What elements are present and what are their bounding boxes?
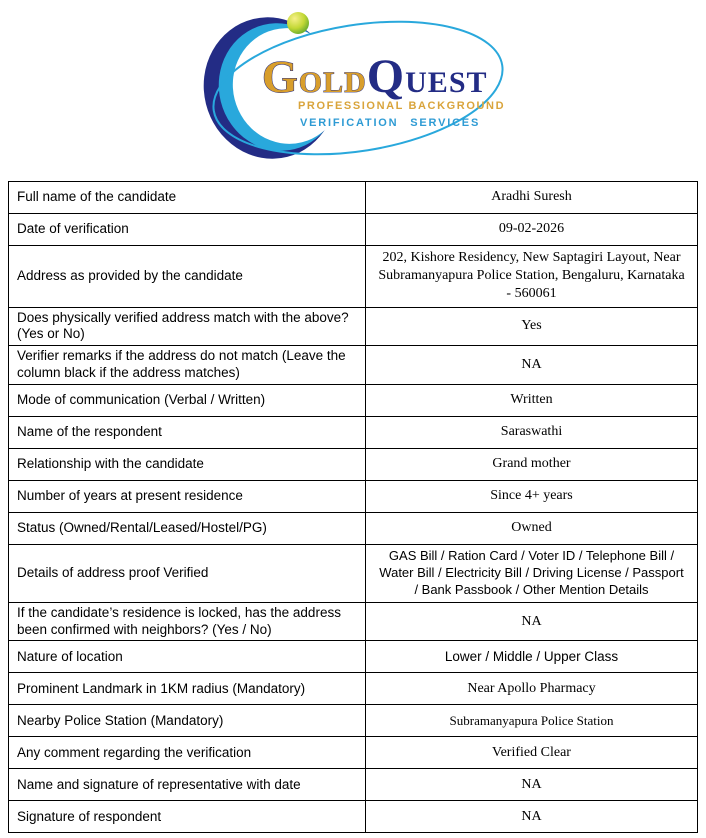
row-label: Mode of communication (Verbal / Written) (9, 385, 366, 417)
table-row (9, 737, 698, 769)
row-label: Address as provided by the candidate (9, 246, 366, 308)
goldquest-logo-graphic (198, 8, 508, 166)
table-row (9, 641, 698, 673)
row-value: Subramanyapura Police Station (366, 705, 698, 737)
row-value: Owned (366, 513, 698, 545)
row-label: Prominent Landmark in 1KM radius (Mandatory) (9, 673, 366, 705)
logo-tagline-1: PROFESSIONAL BACKGROUND (298, 100, 506, 112)
row-value: Saraswathi (366, 417, 698, 449)
logo-tagline-2: VERIFICATION SERVICES (300, 117, 481, 129)
table-row (9, 214, 698, 246)
row-label: Verifier remarks if the address do not match (Leave the column black if the address matches) (9, 346, 366, 385)
table-row (9, 307, 698, 346)
verification-table (8, 181, 698, 833)
row-value: 202, Kishore Residency, New Saptagiri Layout, Near Subramanyapura Police Station, Bengaluru, Karnataka - 560061 (366, 246, 698, 308)
row-label: Status (Owned/Rental/Leased/Hostel/PG) (9, 513, 366, 545)
row-label: Signature of respondent (9, 801, 366, 833)
table-row (9, 481, 698, 513)
row-value: Since 4+ years (366, 481, 698, 513)
row-label: Nature of location (9, 641, 366, 673)
table-row (9, 769, 698, 801)
table-row (9, 449, 698, 481)
table-row (9, 705, 698, 737)
row-value: NA (366, 602, 698, 641)
table-row (9, 182, 698, 214)
row-label: Number of years at present residence (9, 481, 366, 513)
table-row (9, 346, 698, 385)
table-row (9, 385, 698, 417)
row-value: Aradhi Suresh (366, 182, 698, 214)
row-value: Grand mother (366, 449, 698, 481)
table-row (9, 602, 698, 641)
goldquest-logo (0, 0, 706, 166)
row-label: Nearby Police Station (Mandatory) (9, 705, 366, 737)
table-row (9, 246, 698, 308)
row-value: GAS Bill / Ration Card / Voter ID / Telephone Bill / Water Bill / Electricity Bill / Driving License / Passport / Bank Passbook / Other Mention Details (366, 545, 698, 603)
row-label: Name and signature of representative with date (9, 769, 366, 801)
row-value: Verified Clear (366, 737, 698, 769)
row-label: Any comment regarding the verification (9, 737, 366, 769)
table-row (9, 417, 698, 449)
row-label: Name of the respondent (9, 417, 366, 449)
row-label: Full name of the candidate (9, 182, 366, 214)
row-value: 09-02-2026 (366, 214, 698, 246)
row-label: Date of verification (9, 214, 366, 246)
row-value: Yes (366, 307, 698, 346)
row-label: If the candidate’s residence is locked, has the address been confirmed with neighbors? (Yes / No) (9, 602, 366, 641)
row-label: Details of address proof Verified (9, 545, 366, 603)
table-row (9, 545, 698, 603)
table-row (9, 801, 698, 833)
globe-icon (287, 12, 309, 34)
row-label: Does physically verified address match with the above? (Yes or No) (9, 307, 366, 346)
row-value: Near Apollo Pharmacy (366, 673, 698, 705)
row-value: Written (366, 385, 698, 417)
verification-table-body (9, 182, 698, 833)
table-row (9, 673, 698, 705)
brand-wordmark: GOLDQUEST (262, 50, 488, 103)
row-value: Lower / Middle / Upper Class (366, 641, 698, 673)
row-value: NA (366, 801, 698, 833)
row-value: NA (366, 346, 698, 385)
table-row (9, 513, 698, 545)
row-value: NA (366, 769, 698, 801)
row-label: Relationship with the candidate (9, 449, 366, 481)
